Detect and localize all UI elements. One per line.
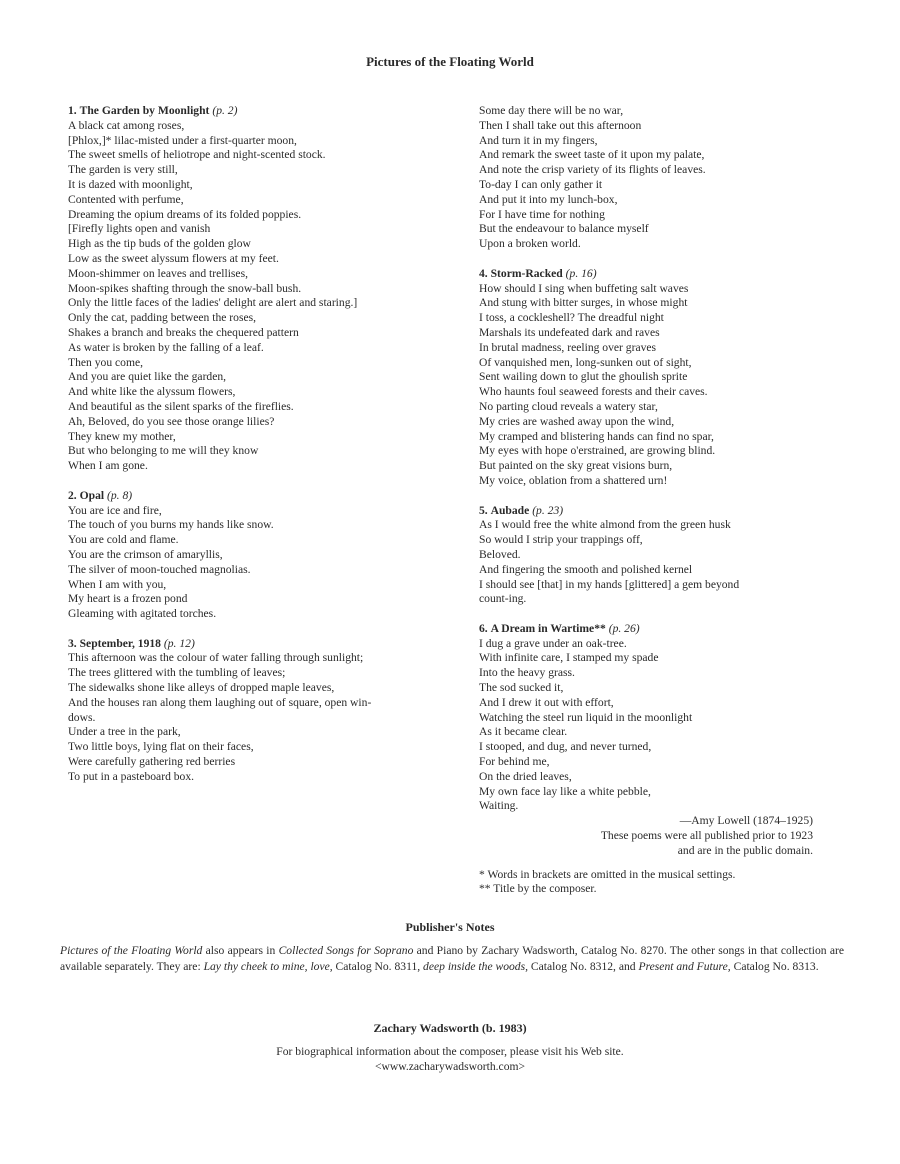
poem-number: 5. (479, 503, 488, 517)
page-reference: (p. 16) (565, 266, 597, 280)
poem-title: September, 1918 (79, 636, 161, 650)
footnote: ** Title by the composer. (479, 882, 597, 896)
poem-heading (479, 267, 839, 282)
poem-line: Then you come, (68, 355, 144, 369)
right-column (479, 104, 839, 897)
poem-line: You are ice and fire, (68, 503, 162, 517)
poem-line: Who haunts foul seaweed forests and their caves. (479, 385, 708, 399)
poem-line: But painted on the sky great visions burn, (479, 459, 673, 473)
poem-line: Gleaming with agitated torches. (68, 607, 217, 621)
poem-line: The sweet smells of heliotrope and night-scented stock. (68, 148, 326, 162)
composer-website-link[interactable]: <www.zacharywadsworth.com> (374, 1060, 526, 1073)
footnotes (479, 868, 839, 898)
poem-line: The touch of you burns my hands like snow. (68, 518, 274, 532)
poem-line: My voice, oblation from a shattered urn! (479, 473, 668, 487)
notes-text: also appears in (202, 944, 279, 957)
poem-line: In brutal madness, reeling over graves (479, 340, 657, 354)
poem-line: The silver of moon-touched magnolias. (68, 562, 251, 576)
poem-line: And white like the alyssum flowers, (68, 385, 236, 399)
poem-line: I dug a grave under an oak-tree. (479, 636, 627, 650)
notes-text: Catalog No. 8312, and (528, 960, 639, 973)
poem-line: Into the heavy grass. (479, 666, 575, 680)
page-reference: (p. 23) (532, 503, 564, 517)
poem-line: Marshals its undefeated dark and raves (479, 325, 660, 339)
poem-line: My cramped and blistering hands can find no spar, (479, 429, 714, 443)
poem-line: Low as the sweet alyssum flowers at my feet. (68, 251, 279, 265)
poem-number: 6. (479, 621, 488, 635)
poem-heading (68, 637, 468, 652)
poem-line: Contented with perfume, (68, 192, 184, 206)
poem-line: The sod sucked it, (479, 681, 564, 695)
poem-title: The Garden by Moonlight (79, 104, 210, 117)
composer-bio-text: For biographical information about the composer, please visit his Web site. (276, 1045, 624, 1058)
poem-line: I stooped, and dug, and never turned, (479, 740, 652, 754)
poem-title: Storm-Racked (490, 266, 563, 280)
poem-line: Some day there will be no war, (479, 104, 624, 117)
poem-line: The garden is very still, (68, 163, 178, 177)
poem-title: Opal (79, 488, 105, 502)
poem-title: A Dream in Wartime** (490, 621, 606, 635)
poem-heading (479, 622, 839, 637)
poem-2 (68, 489, 468, 622)
poem-line: And fingering the smooth and polished kernel (479, 562, 693, 576)
poem-line: A black cat among roses, (68, 118, 185, 132)
poem-line: Ah, Beloved, do you see those orange lilies? (68, 414, 275, 428)
poem-line: Only the little faces of the ladies' delight are alert and staring.] (68, 296, 358, 310)
poem-line: My cries are washed away upon the wind, (479, 414, 675, 428)
poem-line: And turn it in my fingers, (479, 133, 598, 147)
poem-line: Dreaming the opium dreams of its folded poppies. (68, 207, 302, 221)
poem-line: Sent wailing down to glut the ghoulish sprite (479, 370, 688, 384)
poem-line: My eyes with hope o'erstrained, are growing blind. (479, 444, 716, 458)
poem-line: Were carefully gathering red berries (68, 755, 236, 769)
poem-line: My heart is a frozen pond (68, 592, 188, 606)
poem-line: This afternoon was the colour of water falling through sunlight; (68, 651, 364, 665)
notes-text: Catalog No. 8311, (332, 960, 424, 973)
poem-line: Two little boys, lying flat on their faces, (68, 740, 254, 754)
poem-line: When I am gone. (68, 459, 148, 473)
poem-line: For I have time for nothing (479, 207, 605, 221)
page-reference: (p. 26) (608, 621, 640, 635)
poem-number: 3. (68, 636, 77, 650)
poem-line: With infinite care, I stamped my spade (479, 651, 659, 665)
poem-line: No parting cloud reveals a watery star, (479, 399, 658, 413)
publishers-notes-text (60, 943, 844, 975)
poem-line: But who belonging to me will they know (68, 444, 259, 458)
poem-line: Upon a broken world. (479, 237, 581, 251)
poem-line: [Phlox,]* lilac-misted under a first-quarter moon, (68, 133, 297, 147)
poem-line: To put in a pasteboard box. (68, 769, 195, 783)
poem-line: Watching the steel run liquid in the moonlight (479, 710, 693, 724)
work-title: Pictures of the Floating World (60, 944, 203, 957)
page-reference: (p. 2) (212, 104, 238, 117)
poem-heading (68, 104, 468, 119)
poem-heading (68, 489, 468, 504)
poem-line: Under a tree in the park, (68, 725, 181, 739)
poem-3-continued (479, 104, 839, 252)
poem-line: Only the cat, padding between the roses, (68, 311, 257, 325)
public-domain-note: These poems were all published prior to 1923 (600, 829, 813, 843)
poem-line: [Firefly lights open and vanish (68, 222, 211, 236)
author-credit: —Amy Lowell (1874–1925) (679, 814, 813, 828)
poem-line: On the dried leaves, (479, 769, 572, 783)
poem-line: For behind me, (479, 755, 550, 769)
poem-line: Moon-shimmer on leaves and trellises, (68, 266, 248, 280)
poem-line: Of vanquished men, long-sunken out of sight, (479, 355, 692, 369)
left-column (68, 104, 468, 799)
poem-line: As it became clear. (479, 725, 568, 739)
poem-line: dows. (68, 710, 96, 724)
poem-line: And I drew it out with effort, (479, 695, 614, 709)
poem-line: The trees glittered with the tumbling of leaves; (68, 666, 286, 680)
collection-title: Collected Songs for Soprano (278, 944, 414, 957)
page-reference: (p. 12) (163, 636, 195, 650)
poem-line: Beloved. (479, 547, 521, 561)
poem-number: 1. (68, 104, 77, 117)
page-reference: (p. 8) (107, 488, 133, 502)
poem-3 (68, 637, 468, 785)
poem-line: You are cold and flame. (68, 533, 179, 547)
poem-line: You are the crimson of amaryllis, (68, 547, 223, 561)
footnote: * Words in brackets are omitted in the musical settings. (479, 867, 736, 881)
page-title: Pictures of the Floating World (366, 54, 534, 69)
poem-line: It is dazed with moonlight, (68, 177, 193, 191)
poem-line: And you are quiet like the garden, (68, 370, 227, 384)
song-title: Lay thy cheek to mine, love, (203, 960, 333, 973)
poem-line: As water is broken by the falling of a leaf. (68, 340, 264, 354)
composer-heading: Zachary Wadsworth (b. 1983) (373, 1021, 527, 1035)
poem-line: And put it into my lunch-box, (479, 192, 618, 206)
poem-line: But the endeavour to balance myself (479, 222, 649, 236)
poem-number: 2. (68, 488, 77, 502)
poem-6 (479, 622, 839, 814)
poem-line: count-ing. (479, 592, 527, 606)
publishers-notes-heading: Publisher's Notes (405, 920, 495, 934)
poem-line: And remark the sweet taste of it upon my palate, (479, 148, 705, 162)
notes-text: and Piano by Zachary Wadsworth, Catalog No. 8270. The other songs in that collection are available separately. They are: (60, 944, 844, 973)
poem-line: And beautiful as the silent sparks of the fireflies. (68, 399, 294, 413)
poem-line: So would I strip your trappings off, (479, 533, 643, 547)
poem-line: To-day I can only gather it (479, 177, 603, 191)
poem-line: I should see [that] in my hands [glittered] a gem beyond (479, 577, 740, 591)
poem-line: The sidewalks shone like alleys of dropped maple leaves, (68, 681, 335, 695)
poem-4 (479, 267, 839, 489)
attribution (479, 814, 839, 858)
song-title: deep inside the woods, (423, 960, 529, 973)
poem-line: And stung with bitter surges, in whose might (479, 296, 688, 310)
poem-line: How should I sing when buffeting salt waves (479, 281, 689, 295)
song-title: Present and Future, (638, 960, 731, 973)
poem-line: They knew my mother, (68, 429, 176, 443)
poem-title: Aubade (490, 503, 530, 517)
poem-line: When I am with you, (68, 577, 167, 591)
poem-line: High as the tip buds of the golden glow (68, 237, 251, 251)
poem-line: And the houses ran along them laughing out of square, open win- (68, 695, 372, 709)
poem-number: 4. (479, 266, 488, 280)
notes-text: Catalog No. 8313. (730, 960, 819, 973)
poem-line: My own face lay like a white pebble, (479, 784, 651, 798)
public-domain-note: and are in the public domain. (677, 843, 813, 857)
poem-line: Waiting. (479, 799, 519, 813)
poem-heading (479, 504, 839, 519)
poem-line: As I would free the white almond from the green husk (479, 518, 731, 532)
poem-line: Moon-spikes shafting through the snow-ball bush. (68, 281, 302, 295)
poem-line: Then I shall take out this afternoon (479, 118, 642, 132)
poem-5 (479, 504, 839, 608)
poem-1 (68, 104, 468, 474)
poem-line: I toss, a cockleshell? The dreadful night (479, 311, 664, 325)
poem-line: And note the crisp variety of its flights of leaves. (479, 163, 706, 177)
poem-line: Shakes a branch and breaks the chequered pattern (68, 325, 299, 339)
